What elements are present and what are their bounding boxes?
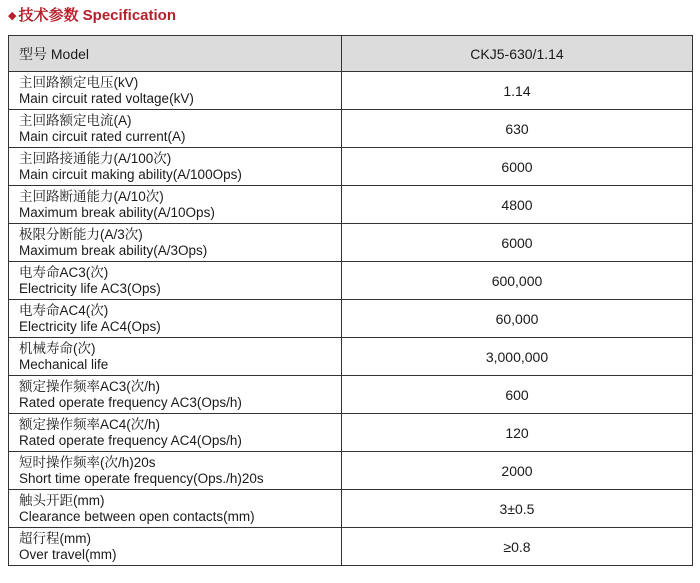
param-value: 4800 <box>342 186 693 224</box>
param-label-cell <box>9 224 342 262</box>
table-row <box>9 490 693 528</box>
table-row <box>9 262 693 300</box>
param-label-en: Over travel(mm) <box>19 546 117 562</box>
param-label-cn: 主回路额定电压(kV) <box>19 74 139 90</box>
param-label-cn: 超行程(mm) <box>19 530 91 546</box>
heading-en: Specification <box>82 7 177 24</box>
param-value: 600 <box>342 376 693 414</box>
param-label-cn: 电寿命AC3(次) <box>19 264 109 280</box>
param-label-cn: 额定操作频率AC4(次/h) <box>19 416 161 432</box>
param-label-cell <box>9 110 342 148</box>
param-label-cn: 主回路额定电流(A) <box>19 112 132 128</box>
table-row <box>9 224 693 262</box>
param-value: 630 <box>342 110 693 148</box>
param-label-en: Electricity life AC3(Ops) <box>19 280 161 296</box>
table-row <box>9 186 693 224</box>
table-row <box>9 528 693 566</box>
table-row <box>9 414 693 452</box>
specification-table <box>8 35 693 566</box>
param-label-cell <box>9 300 342 338</box>
param-label-en: Rated operate frequency AC4(Ops/h) <box>19 432 242 448</box>
table-row <box>9 452 693 490</box>
param-label-cn: 触头开距(mm) <box>19 492 105 508</box>
param-label-en: Short time operate frequency(Ops./h)20s <box>19 470 264 486</box>
param-label-cn: 主回路接通能力(A/100次) <box>19 150 172 166</box>
param-value: 1.14 <box>342 72 693 110</box>
param-label-en: Main circuit rated current(A) <box>19 128 186 144</box>
param-label-cn: 额定操作频率AC3(次/h) <box>19 378 161 394</box>
param-value: 3±0.5 <box>342 490 693 528</box>
param-label-cell <box>9 338 342 376</box>
param-label-en: Maximum break ability(A/10Ops) <box>19 204 215 220</box>
param-value: 2000 <box>342 452 693 490</box>
table-row <box>9 72 693 110</box>
param-label-cn: 机械寿命(次) <box>19 340 96 356</box>
param-label-cell <box>9 528 342 566</box>
param-label-cell <box>9 72 342 110</box>
param-label-cell <box>9 376 342 414</box>
param-label-cell <box>9 490 342 528</box>
param-value: 3,000,000 <box>342 338 693 376</box>
param-value: 600,000 <box>342 262 693 300</box>
param-label-en: Main circuit rated voltage(kV) <box>19 90 194 106</box>
heading-cn: 技术参数 <box>18 7 79 24</box>
param-value: 60,000 <box>342 300 693 338</box>
param-label-cn: 电寿命AC4(次) <box>19 302 109 318</box>
param-label-en: Electricity life AC4(Ops) <box>19 318 161 334</box>
header-label: 型号 Model <box>9 36 342 72</box>
param-label-cell <box>9 186 342 224</box>
param-label-en: Clearance between open contacts(mm) <box>19 508 255 524</box>
table-row <box>9 110 693 148</box>
table-header-row <box>9 36 693 72</box>
param-label-en: Main circuit making ability(A/100Ops) <box>19 166 242 182</box>
param-label-cn: 极限分断能力(A/3次) <box>19 226 143 242</box>
section-heading <box>8 5 176 27</box>
table-row <box>9 376 693 414</box>
param-label-cell <box>9 262 342 300</box>
param-label-cn: 主回路断通能力(A/10次) <box>19 188 164 204</box>
param-value: 120 <box>342 414 693 452</box>
param-value: 6000 <box>342 224 693 262</box>
param-value: ≥0.8 <box>342 528 693 566</box>
param-label-en: Rated operate frequency AC3(Ops/h) <box>19 394 242 410</box>
table-row <box>9 148 693 186</box>
diamond-bullet-icon: ◆ <box>8 10 17 22</box>
param-label-cell <box>9 148 342 186</box>
param-label-en: Maximum break ability(A/3Ops) <box>19 242 208 258</box>
param-label-cell <box>9 414 342 452</box>
param-value: 6000 <box>342 148 693 186</box>
header-model-value: CKJ5-630/1.14 <box>342 36 693 72</box>
param-label-en: Mechanical life <box>19 356 109 372</box>
param-label-cn: 短时操作频率(次/h)20s <box>19 454 156 470</box>
table-row <box>9 338 693 376</box>
param-label-cell <box>9 452 342 490</box>
table-row <box>9 300 693 338</box>
